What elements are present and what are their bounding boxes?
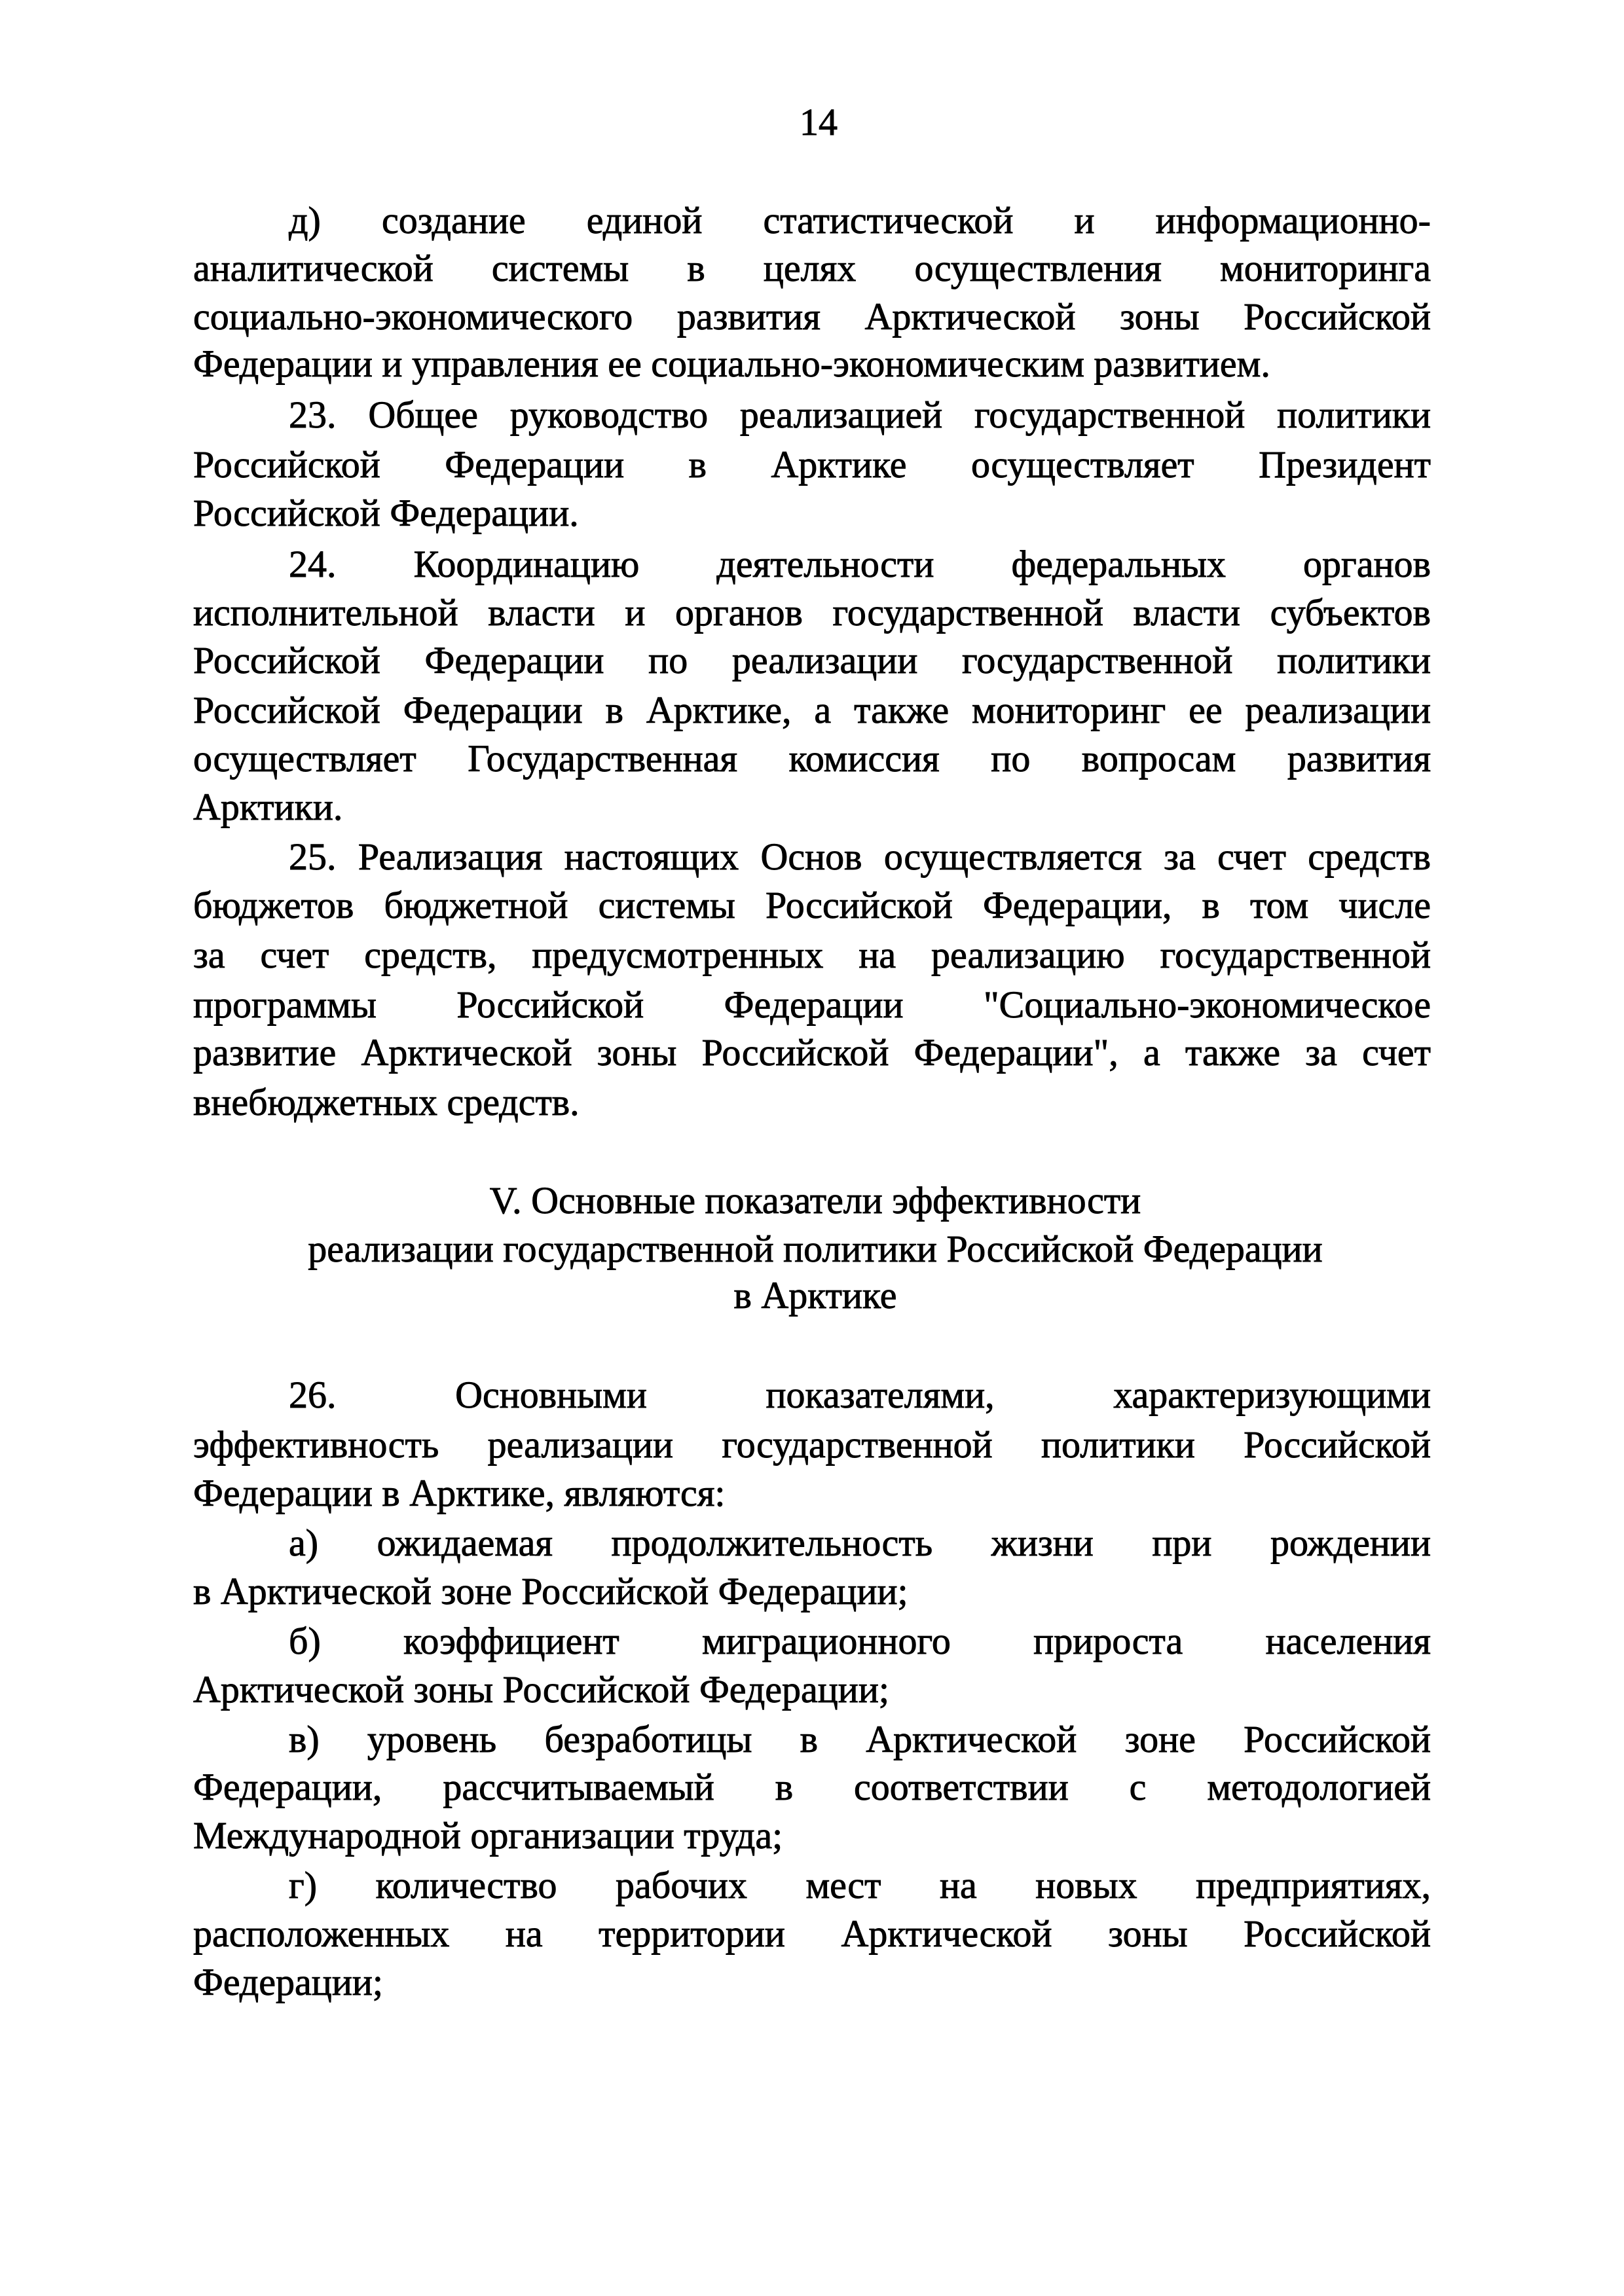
paragraph-line: внебюджетных средств.	[193, 1081, 580, 1123]
paragraph-line: Федерации;	[193, 1961, 384, 2003]
paragraph-line: Федерации и управления ее социально-экономическим развитием.	[193, 342, 1270, 385]
paragraph-first-line: 25. Реализация настоящих Основ осуществляется за счет средств	[289, 835, 1431, 878]
page-number: 14	[800, 101, 838, 143]
section-heading-line: V. Основные показатели эффективности	[489, 1179, 1141, 1222]
paragraph-line: Российской Федерации в Арктике, а также мониторинг ее реализации	[193, 689, 1431, 731]
paragraph-line: Российской Федерации.	[193, 492, 579, 534]
paragraph-line: Федерации в Арктике, являются:	[193, 1472, 726, 1514]
section-heading-line: реализации государственной политики Российской Федерации	[308, 1228, 1323, 1270]
paragraph-line: эффективность реализации государственной политики Российской	[193, 1423, 1431, 1466]
paragraph-line: Международной организации труда;	[193, 1814, 783, 1857]
paragraph-line: аналитической системы в целях осуществления мониторинга	[193, 247, 1431, 289]
paragraph-line: Арктической зоны Российской Федерации;	[193, 1668, 890, 1711]
paragraph-line: в Арктической зоне Российской Федерации;	[193, 1570, 908, 1613]
paragraph-first-line: а) ожидаемая продолжительность жизни при рождении	[289, 1522, 1431, 1564]
paragraph-line: развитие Арктической зоны Российской Федерации", а также за счет	[193, 1031, 1431, 1074]
paragraph-first-line: в) уровень безработицы в Арктической зоне Российской	[289, 1718, 1431, 1760]
paragraph-line: Арктики.	[193, 786, 343, 828]
paragraph-line: Российской Федерации по реализации государственной политики	[193, 639, 1431, 682]
paragraph-line: Российской Федерации в Арктике осуществляет Президент	[193, 443, 1431, 486]
paragraph-first-line: 23. Общее руководство реализацией государственной политики	[289, 393, 1431, 436]
paragraph-line: расположенных на территории Арктической зоны Российской	[193, 1912, 1431, 1955]
paragraph-line: бюджетов бюджетной системы Российской Федерации, в том числе	[193, 884, 1431, 926]
paragraph-line: Федерации, рассчитываемый в соответствии с методологией	[193, 1766, 1431, 1808]
paragraph-first-line: б) коэффициент миграционного прироста населения	[289, 1620, 1431, 1662]
section-heading-line: в Арктике	[733, 1274, 897, 1317]
paragraph-line: за счет средств, предусмотренных на реализацию государственной	[193, 934, 1431, 976]
paragraph-first-line: 26. Основными показателями, характеризующими	[289, 1374, 1431, 1416]
paragraph-first-line: г) количество рабочих мест на новых предприятиях,	[289, 1864, 1431, 1906]
paragraph-line: осуществляет Государственная комиссия по вопросам развития	[193, 737, 1431, 780]
paragraph-first-line: 24. Координацию деятельности федеральных органов	[289, 543, 1431, 585]
paragraph-line: программы Российской Федерации "Социально-экономическое	[193, 983, 1431, 1026]
paragraph-line: социально-экономического развития Арктической зоны Российской	[193, 295, 1431, 338]
paragraph-line: исполнительной власти и органов государственной власти субъектов	[193, 591, 1431, 634]
paragraph-first-line: д) создание единой статистической и информационно-	[289, 199, 1431, 242]
